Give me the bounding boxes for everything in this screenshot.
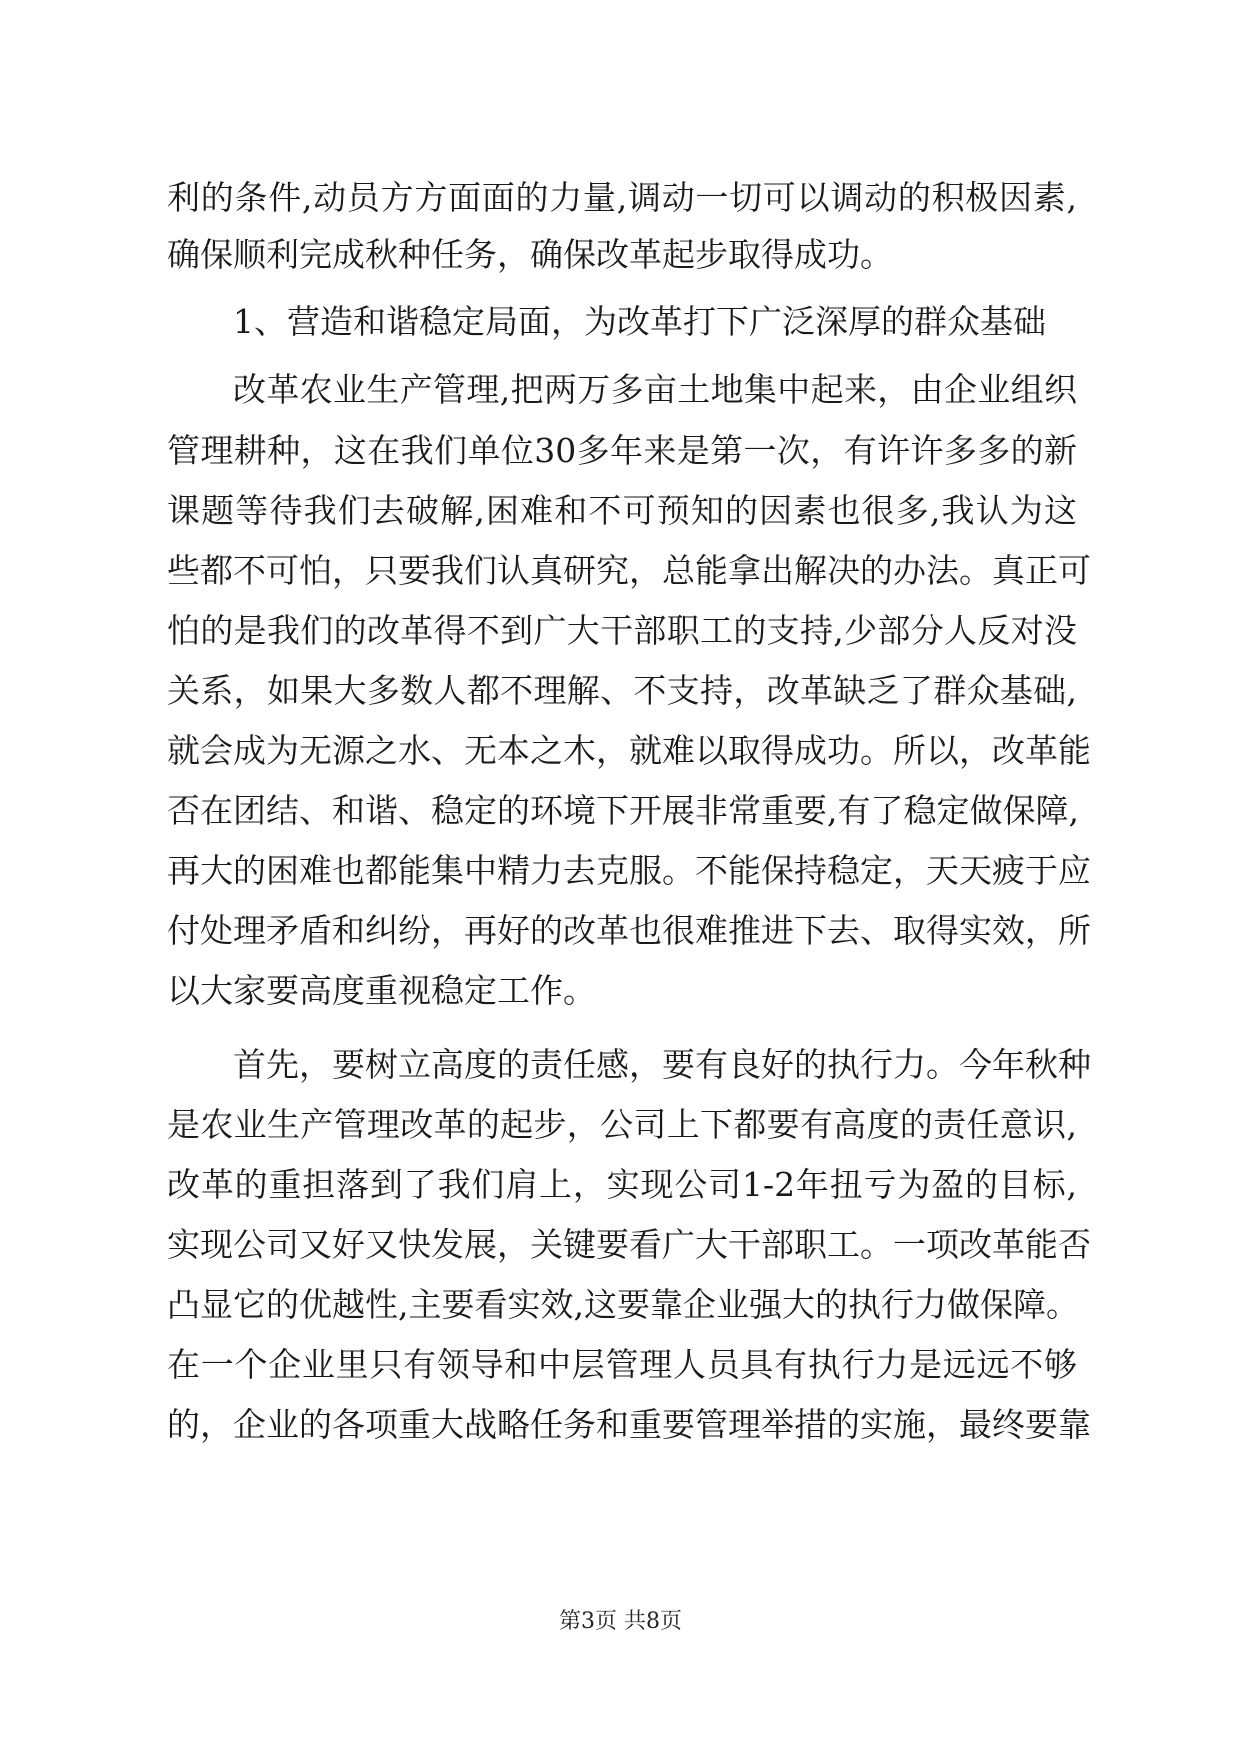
body-line: 再大的困难也都能集中精力去克服。不能保持稳定，天天疲于应 [167, 851, 1091, 890]
body-line: 关系，如果大多数人都不理解、不支持，改革缺乏了群众基础, [167, 671, 1077, 710]
body-line: 的，企业的各项重大战略任务和重要管理举措的实施，最终要靠 [167, 1405, 1091, 1444]
body-line: 怕的是我们的改革得不到广大干部职工的支持,少部分人反对没 [167, 611, 1077, 650]
section-heading: 1、营造和谐稳定局面，为改革打下广泛深厚的群众基础 [233, 302, 1046, 341]
body-line: 在一个企业里只有领导和中层管理人员具有执行力是远远不够 [167, 1345, 1077, 1384]
body-line: 确保顺利完成秋种任务，确保改革起步取得成功。 [167, 235, 893, 274]
body-line: 管理耕种，这在我们单位30多年来是第一次，有许许多多的新 [167, 431, 1077, 470]
body-line: 凸显它的优越性,主要看实效,这要靠企业强大的执行力做保障。 [167, 1285, 1079, 1324]
body-line: 些都不可怕，只要我们认真研究，总能拿出解决的办法。真正可 [167, 551, 1091, 590]
body-line: 是农业生产管理改革的起步，公司上下都要有高度的责任意识, [167, 1105, 1077, 1144]
body-line: 付处理矛盾和纠纷，再好的改革也很难推进下去、取得实效，所 [167, 911, 1091, 950]
body-line: 改革农业生产管理,把两万多亩土地集中起来，由企业组织 [233, 370, 1077, 409]
body-line: 改革的重担落到了我们肩上，实现公司1-2年扭亏为盈的目标, [167, 1165, 1077, 1204]
body-line: 实现公司又好又快发展，关键要看广大干部职工。一项改革能否 [167, 1225, 1091, 1264]
body-line: 首先，要树立高度的责任感，要有良好的执行力。今年秋种 [233, 1045, 1091, 1084]
body-line: 以大家要高度重视稳定工作。 [167, 971, 596, 1010]
page-number-footer: 第3页 共8页 [559, 1609, 682, 1634]
body-line: 否在团结、和谐、稳定的环境下开展非常重要,有了稳定做保障, [167, 791, 1079, 830]
body-line: 课题等待我们去破解,困难和不可预知的因素也很多,我认为这 [167, 491, 1077, 530]
body-line: 就会成为无源之水、无本之木，就难以取得成功。所以，改革能 [167, 731, 1091, 770]
body-line: 利的条件,动员方方面面的力量,调动一切可以调动的积极因素, [167, 178, 1077, 217]
